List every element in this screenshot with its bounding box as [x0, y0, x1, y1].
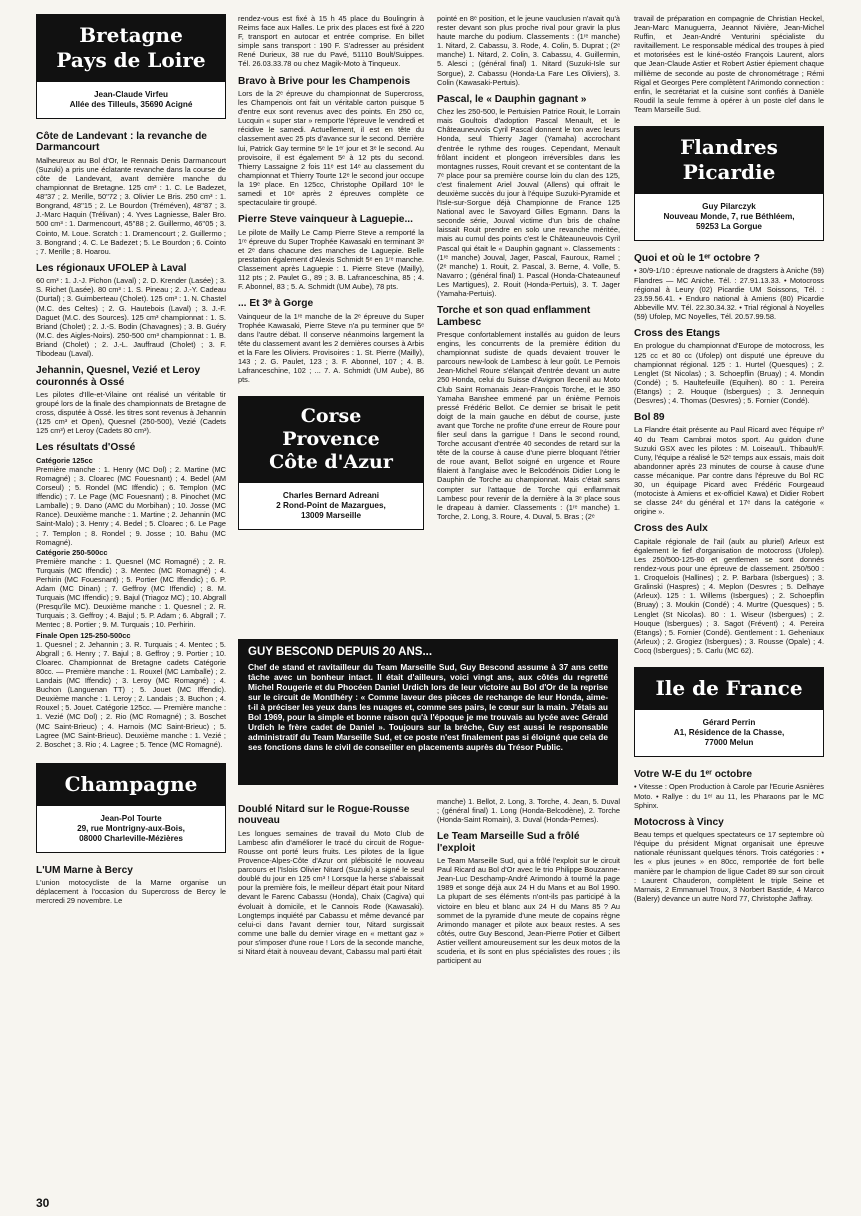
region-address	[37, 82, 225, 118]
section-subtitle: Catégorie 250-500cc	[36, 547, 108, 557]
article-title: Torche et son quad enflamment Lambesc	[437, 305, 591, 328]
article-body: En prologue du championnat d'Europe de motocross, les 125 cc et 80 cc (Ufolep) ont disputé une épreuve du championnat régional. 125 : 1. Hurtel (Quesques) ; 2. Lenglet (St Nicolas) ; 3. Schoepflin (Bruay) ; 4. Mondin (Condé) ; 5. Haultefeuille (Equihen). 80 : 1. Pereira (Etangs) ; 2. Houque (Isbergues) ; 3. Jennequin (Desvres) ; 4. Thomas (Desvres) ; 5. Fornier (Condé).	[634, 341, 824, 405]
region-box-corse	[238, 396, 424, 530]
region-title: Champagne	[37, 764, 225, 806]
correspondent-address: 77000 Melun	[704, 738, 754, 748]
article-body: Lors de la 2ᵉ épreuve du championnat de Supercross, les Champenois ont fait un véritable carton puisque 5 d'entre eux sont revenus avec des points. En 250 cc, Lucquin « super star » remporte l'épreuve le vendredi et récidive le samedi. Actuellement, il est en tête du classement avec 25 pts d'avance sur le second. Derrière lui, Patrick Gay termine 5ᵉ le 1ᵉʳ jour et 3ᵉ le second. Au provisoire, il est également 5ᵉ à 12 pts du second. Thierry Lassaigne 2 fois 11ᵉ est 14ᵉ au classement du championnat et Thierry Tourte 12ᵉ le second jour occupe la 19ᵉ place. En 125cc, Christophe Opillard 10ᵉ le samedi et 10ᵉ après 2 épreuves complète ce spectaculaire tir groupé.	[238, 88, 424, 208]
region-title	[37, 15, 225, 82]
banner-body: Chef de stand et ravitailleur du Team Marseille Sud, Guy Bescond assume à 37 ans cette tâche avec un bonheur intact. Il était d'ailleurs, voici vingt ans, aux côtés du regretté Michel Rougerie et du Phocéen Daniel Urdich lors de leur victoire au Bol d'Or de la reprise sur le circuit de Montlhéry : « Comme laveur des pièces de rechange de leur Honda, aime-t-il à préciser les yeux dans les nuages et, comme ses pairs, le cœur sur la main. J'étais au Bol 1969, pour la simple et bonne raison qu'à l'époque je me trouvais au lycée avec Gérald Urdich le frère cadet de Daniel ». Toujours sur la brèche, Guy est aussi le responsable administratif du Team Marseille Sud, et ce poste n'est finalement pas si éloigné que cela de ses fonctions dans le civil de conseiller en placements auprès du Trésor Public.	[248, 662, 608, 752]
region-box-bretagne	[36, 14, 226, 119]
banner-title: GUY BESCOND DEPUIS 20 ANS...	[248, 646, 433, 658]
column-2	[238, 14, 424, 634]
correspondent-address: 59253 La Gorgue	[696, 222, 762, 232]
region-title-line: Côte d'Azur	[269, 451, 393, 474]
section-subtitle: Finale Open 125-250-500cc	[36, 630, 131, 640]
article-title: Jehannin, Quesnel, Vezié et Leroy couronnés à Ossé	[36, 365, 201, 388]
article-body: rendez-vous est fixé à 15 h 45 place du Boulingrin à Reims face aux Halles. Le prix des places est fixé à 220 F, transport en autocar et entrée comprise. En billet simple sans transport : 190 F. S'adresser au président René Durieux, 38 rue du Pavé, 51110 Boult/Suippes. Tél. 26.03.33.78 ou chez Magik-Moto à Tinqueux.	[238, 14, 424, 69]
article-title: Votre W-E du 1ᵉʳ octobre	[634, 769, 753, 781]
correspondent-address: 29, rue Montrigny-aux-Bois,	[77, 823, 185, 833]
section-subtitle: Catégorie 125cc	[36, 455, 93, 465]
correspondent-address: 13009 Marseille	[300, 511, 362, 521]
article-title: L'UM Marne à Bercy	[36, 864, 133, 876]
article-title: Cross des Etangs	[634, 328, 721, 339]
article-title: Bol 89	[634, 412, 665, 424]
article-title: Bravo à Brive pour les Champenois	[238, 75, 411, 87]
region-title	[635, 127, 823, 194]
region-title-line: Provence	[282, 428, 380, 451]
article-title: Pascal, le « Dauphin gagnant »	[437, 93, 587, 105]
article-title: Les régionaux UFOLEP à Laval	[36, 262, 187, 274]
correspondent-address: 08000 Charleville-Mézières	[79, 833, 183, 843]
region-box-champagne	[36, 763, 226, 853]
correspondent-name: Guy Pilarczyk	[702, 202, 756, 212]
article-body: Presque confortablement installés au guidon de leurs engins, les concurrents de la première édition du championnat sudiste de quads devaient trouver le parcours new-look de Lambesc à leur goût. Le Pernois Jean-Michel Roure s'élançait d'entrée devant un autre 250 Honda, celui du Suisse d'Avignon Ilecenil au Moto Club Saint Romanais Jean-François Torche, et le 350 Yamaha Banshee emmené par un énième Pernois pressé Frédéric Bellot. Ce dernier se brisait le petit doigt de la main gauche en début de course, juste avant que Torche ne profite d'une erreur de Roure pour filer seul dans la garrigue ! Dans le second round, Torche accusant d'entrée 40 secondes de retard sur la tête de la course à cause d'une pierre bloquant l'étrier de roue avant, Bellot soigné en urgence et Roure filaient à l'anglaise avec le Belcodénois Didier Long le Dauphin de Torche au championnat. Mais c'était sans compter sur l'attaque de Torche qui enflammait Lambesc pour revenir de la dernière à la 3ᵉ place sous le drapeau à damier. Classements : (1ʳᵉ manche) 1. Torche, 2. Long, 3. Roure, 4. Duval, 5. Bras ; (2ᵉ	[437, 329, 620, 521]
article-body: L'union motocycliste de la Marne organise un déplacement à l'occasion du Supercross de Bercy le mercredi 29 novembre. Le	[36, 878, 226, 906]
article-body: 1. Quesnel ; 2. Jehannin ; 3. R. Turquais ; 4. Mentec ; 5. Abgrall ; 6. Henry ; 7. Bajul ; 8. Geffroy ; 9. Portier ; 10. Cloarec. Championnat de Bretagne cadets Catégorie 80cc. — Première manche : 1. Rouxel (MC Lamballe) ; 2. Landais (MC Iffendic) ; 3. Leroy (MC Romagné) ; 4. Buchon (Languenan TT) ; 5. Jouet (MC Iffendic). Deuxième manche : 1. Leroy ; 2. Landais ; 3. Buchon ; 4. Rouxel ; 5. Jouet. Catégorie 125cc. — Première manche : 1. Vezié (MC Dol) ; 2. Rio (MC Romagné) ; 3. Boschet (MC Saint-Brieuc) ; 4. Harnois (MC Saint-Brieuc) ; 5. Lagree (MC Saint-Brieuc). Deuxième manche : 1. Vezié ; 2. Boschet ; 3. Rio ; 4. Lagree ; 5. Tence (MC Romagné).	[36, 639, 226, 749]
region-title-line: Bretagne	[79, 23, 183, 47]
article-body: • 30/9-1/10 : épreuve nationale de dragsters à Aniche (59) Flandres — MC Aniche. Tél. : 27.91.13.33. • Motocross régional à Leury (02) Picardie UM Soissons, Tél. : 23.59.56.41. • Enduro national à Amiens (80) Picardie Abbeville MV. Tél. 22.30.34.32. • Trial régional à Noyelles (59) Ufolep, MC Noyelles, Tél. 20.57.99.58.	[634, 266, 824, 321]
article-body: Malheureux au Bol d'Or, le Rennais Denis Darmancourt (Suzuki) a pris une éclatante revanche dans la course de côte de Landevant, avant dernière manche du championnat de Bretagne. 125 cm³ : 1. C. Le Badezet, 48''37 ; 2. Merille, 50''72 ; 3. Olivier Le Bris. 250 cm³ : 1. Bongrand, 48''15 ; 2. Le Bourdon (Tréméven), 48''87 ; 3. J.-Marc Haquin (Trélivan) ; 4. Yves Lagniesse, Baler Bro. 500 cm³ : 1. Darmencourt, 45''88 ; 2. Guillermo, 46''05 ; 3. Cointo, M. Loue. Scratch : 1. Dramencourt ; 2. Guillermo ; 3. Bongrand ; 4. C. Le Badezet ; 5. Le Bourdon ; 6. Cointo ; 7. Merille ; 8. Hoarou.	[36, 155, 226, 256]
correspondent-name: Charles Bernard Adreani	[282, 491, 380, 501]
correspondent-address: 2 Rond-Point de Mazargues,	[276, 501, 386, 511]
region-box-flandres	[634, 126, 824, 241]
region-box-ile-de-france	[634, 667, 824, 757]
correspondent-name: Gérard Perrin	[702, 718, 756, 728]
article-body: manche) 1. Bellot, 2. Long, 3. Torche, 4. Jean, 5. Duval ; (général final) 1. Long (Honda-Belcodène), 2. Torche (Honda-Saint Romain), 3. Duval (Honda-Pernes).	[437, 797, 620, 825]
region-address	[635, 194, 823, 240]
article-body: Capitale régionale de l'ail (aulx au pluriel) Arleux est également le fief d'organisation de motocross (Ufolep). Les 250/500-125-80 et gentlemen se sont donnés rendez-vous pour une épreuve de classement. 250/500 : 1. Croquelois (Hallines) ; 2. P. Barbara (Isbergues) ; 3. Gralinski (Haspres) ; 4. Meplon (Desvres ; 5. Delhaye (Arleux). 125 : 1. Willems (Isbergues) ; 2. Schoepflin (Bruay) ; 3. Moukin (Condé) ; 4. Murtre (Quesques) ; 5. Lenglet (St Nicolas). 80 : 1. Wiseur (Isbergues) ; 2. Houque (Isbergues) ; 3. Sagot (Frévent) ; 4. Pereira (Etangs) ; 5. Fornier (Condé). Gentlement : 1. Geheniaux (Arleux) ; 2. Grogiez (Isbergues) ; 3. Rousse (Opale) ; 4. Cocq (Isbergues) ; 5. Carlu (MC 62).	[634, 536, 824, 655]
article-title: Cross des Aulx	[634, 523, 708, 535]
article-body: Chez les 250-500, le Pertuisien Patrice Rouit, le Lorrain mais Goultois d'adoption Pascal Menault, et le Châteauneuvois Cyril Pascal donnent le ton avec leurs Honda, seul Thierry Jager (Yamaha) accrochant d'entrée le rythme des rouges. Cependant, Menault frôlant incident et plongeon irréversibles dans les montagnes russes, Rouit crevant et se contentant de la 7ᵉ place pour sa première course loin du clan des 125, c'est finalement Ariel Jouval (Allens) qui offrait le deuxième succès du jour à l'équipe Suzuki-Pyramide et l'Isle-sur-Sorgue déjà Championne de France 125 National avec le Savoyard Gilles Egmann. Dans la seconde série, Jouval victime d'un bris de chaîne laissait Rouit prendre en solo une revanche méritée, mais au cumul des points c'est le Châteauneuvois Cyril Pascal qui était le « Dauphin gagnant ». Classements : (1ʳᵉ manche) Jouval, Jager, Pascal, Fauroux, Ramel ; (2ᵉ manche) 1. Rouit, 2. Pascal, 3. Berne, 4. Volle, 5. Navarro ; (général final) 1. Pascal (Honda-Chateauneuf Les Martigues), 2. Rouit (Honda-Pertuis), 3. T. Jager (Yamaha-Pertuis).	[437, 107, 620, 299]
article-body: La Flandre était présente au Paul Ricard avec l'équipe nº 40 du Team Cambrai motos sport. Au guidon d'une Suzuki GSX avec les pilotes : M. Loiseau/L. Thibault/F. Cuny, l'équipe a réalisé le 52ᵉ temps aux essais, mais doit abandonner après 23 minutes de course à cause d'une casse mécanique. Par contre dans l'épreuve du Bol RC 30, un équipage Picard avec Frédéric Fourgeaud (motociste à Amiens et ex-officiel Kawa) et Didier Robert se classe 24ᵉ du général et 17ᵉ dans la catégorie « origine ».	[634, 425, 824, 517]
article-title: Doublé Nitard sur le Rogue-Rousse nouveau	[238, 804, 410, 827]
article-title: Les résultats d'Ossé	[36, 442, 136, 454]
article-body: Les pilotes d'Ille-et-Vilaine ont réalisé un véritable tir groupé lors de la finale des championnats de Bretagne de cross, disputée à Ossé. les titres sont revenus à Jehannin (125 cm³ et Open), Quesnel (250-500), Vezié (Cadets 125 cm³) et Leroy (Cadets 80 cm³).	[36, 389, 226, 436]
article-body: Vainqueur de la 1ʳᵉ manche de la 2ᵉ épreuve du Super Trophée Kawasaki, Pierre Steve n'a pu terminer que 5ᵉ dans l'autre débat. Il conserve néanmoins largement la tête du classement avant les 2 dernières courses à Arbis et la Fare les Oliviers. Provisoires : 1. St. Pierre (Mailly), 143 ; 2. G. Paulet, 123 ; 3. F. Abonnel, 107 ; 4. B. Lafranceschine, 102 ; ... 7. A. Schmidt (UM Aube), 86 pts.	[238, 311, 424, 385]
correspondent-address: Allée des Tilleuls, 35690 Acigné	[69, 100, 193, 109]
region-title	[239, 397, 423, 483]
article-body: • Vitesse : Open Production à Carole par l'Ecurie Asnières Moto. • Rallye : du 1ᵉʳ au 11, les Pharaons par le MC Sphinx.	[634, 782, 824, 810]
article-body: Première manche : 1. Henry (MC Dol) ; 2. Martine (MC Romagné) ; 3. Cloarec (MC Fouesnant) ; 4. Bedel (AM Corseul) ; 5. Rondel (MC Iffendic) ; 6. Templon (MC Iffendic) ; 7. Le Page (MC Fouesnant) ; 8. Pinochet (MC Lamballe) ; 9. Dano (AMC du Morbihan) ; 10. Josse (MC Rance). Deuxième manche : 1. Martine ; 2. Jehannin (MC Saint-Malo) ; 3. Henry ; 4. Bedel ; 5. Cloarec ; 6. Le Page ; 7. Templon ; 8. Rondel ; 9. Josse ; 10. Bahu (MC Romagné).	[36, 464, 226, 547]
column-3-bottom	[437, 797, 620, 1197]
article-body: Les longues semaines de travail du Moto Club de Lambesc afin d'améliorer le tracé du circuit de Rogue-Rousse ont porté leurs fruits. Les pilotes de la ligue Provence-Alpes-Côte d'Azur ont plébiscité le nouveau parcours et l'Islois Olivier Nitard (Suzuki) a signé le seul doublé du jour en 125 cm³ ! Lorsque la herse s'abaissait pour la première fois, le meilleur départ était pour Nitard devant le Farenc Cabassu (Honda), Chaix (Cagiva) qui évoluait à domicile, et le Cannois Rode (Kawasaki). Longtemps inquiété par Cabassu et même devancé par celui-ci dans l'avant dernier tour, Nitard surgissait comme une balle du dernier virage en « mettant gaz » pour s'imposer d'une roue ! Lors de la seconde manche, si Nitard était à nouveau devant, Cabassu mal parti était	[238, 828, 424, 957]
article-title: ... Et 3ᵉ à Gorge	[238, 298, 314, 310]
correspondent-name: Jean-Claude Virfeu	[93, 90, 168, 99]
column-1	[36, 14, 226, 906]
correspondent-address: Nouveau Monde, 7, rue Béthléem,	[663, 212, 795, 222]
correspondent-address: A1, Résidence de la Chasse,	[673, 728, 785, 738]
region-address	[635, 710, 823, 756]
article-body: Première manche : 1. Quesnel (MC Romagné) ; 2. R. Turquais (MC Iffendic) ; 3. Mentec (MC Romagné) ; 4. Perhirin (MC Fouesnant) ; 5. Portier (MC Iffendic) ; 6. P. Adam (MC Dinan) ; 7. Geffroy (MC Iffendic) ; 8. M. Turquais (MC Iffendic) ; 9. Bajul (Triagoz MC) ; 10. Abgrall (Presqu'île MC). Deuxième manche : 1. Quesnel ; 2. R. Turquais ; 3. Geffroy ; 4. Bajul ; 5. P. Adam ; 6. Abgrall ; 7. Mentec ; 8. Portier ; 9. M. Turquais ; 10. Perhirin.	[36, 556, 226, 630]
article-title: Motocross à Vincy	[634, 816, 724, 828]
article-body: Le Team Marseille Sud, qui a frôlé l'exploit sur le circuit Paul Ricard au Bol d'Or avec le trio Philippe Bouzanne-Jean-Luc Deschamp-André Arimondo à tourné la page 1989 et songe déjà aux 24 H du Mans et au Bol 1990. La plupart de ses éléments n'ont-ils pas participé à la victoire en bleu et blanc aux 24 H du Mans 85 ? Au sommet de la pyramide d'une meute de copains règne Arimondo manager et pilote aux beaux restes. A ses côtés, outre Guy Bescond, Jean-Pierre Potier et Gilbert Astier veillent amoureusement sur les deux motos de la scuderia, et ils sont en plus spécialistes des roues ; ils participent au	[437, 856, 620, 966]
column-2-bottom	[238, 797, 424, 1197]
region-title: Ile de France	[635, 668, 823, 710]
region-address	[239, 483, 423, 529]
article-title: Le Team Marseille Sud a frôlé l'exploit	[437, 831, 580, 854]
article-body: 60 cm³ : 1. J.-J. Pichon (Laval) ; 2. D. Krender (Lasée) ; 3. S. Richet (Lasée). 80 cm³ : 1. S. Pineau ; 2. J.-Y. Cadeau (Durtal) ; 3. Guimberteau (Cholet). 125 cm³ : 1. N. Chastel (M.C. des Celtes) ; 2. G. Hautebois (Laval) ; 3. J.-F. Daguet (M.C. des Sources). 125 cm³ championnat : 1. S. Briand (Cholet) ; 2. J.-S. Bodin (Chavagnes) ; 3. B. Guéry (M.C. des Aigles-Noirs). 250-500 cm³ championnat : 1. B. Briand (Cholet) ; 2. J.-L. Jauffraud (Cholet) ; 3. F. Tibodeau (Laval).	[36, 276, 226, 358]
column-4	[634, 14, 824, 1204]
correspondent-name: Jean-Pol Tourte	[100, 813, 162, 823]
article-body: travail de préparation en compagnie de Christian Heckel, Jean-Marc Manuguerra, Jeannot Nivière, Jean-Michel Ruffin, et Jean-André Venturini spécialiste du ravitaillement. Le responsable médical des troupes à pied et motorisées est le kiné-ostéo François Laurent, alors que Jean-Claude Astier et Robert Astier épiement chaque millième de seconde au poste de chronométrage ; Rémi Rigal et Georges Pere complètent l'Arimondo connection : enfin, le secrétariat et la cuisine sont confiés à Danièle Roudil la seule femme à opérer à un poste clef dans le Team Marseille Sud.	[634, 14, 824, 114]
article-title: Quoi et où le 1ᵉʳ octobre ?	[634, 253, 760, 265]
article-title: Pierre Steve vainqueur à Laguepie...	[238, 214, 413, 226]
article-body: Beau temps et quelques spectateurs ce 17 septembre où l'équipe du président Mignat organisait une épreuve nationale réunissant quelques ténors. Trois catégories : • les « plus jeunes » en 80cc, remportée de fort belle manière par le champion de ligue Cadet 89 sur son circuit : Laurent Chauderon, complètent le triple Seine et Marnais, 2 Emmanuel Troux, 3 Norbert Bastide, 4 Marco (Balery) devance un autre Nord 77, Christophe Jaffray.	[634, 830, 824, 903]
region-title-line: Pays de Loire	[56, 48, 206, 72]
region-title-line: Corse	[300, 405, 362, 428]
page-number: 30	[36, 1196, 50, 1210]
article-body: pointé en 8ᵉ position, et le jeune vauclusien n'avait qu'à rester devant son plus proche rival pour gravir la plus haute marche du podium. Classements : (1ʳᵉ manche) 1. Nitard, 2. Cabassu, 3. Rode, 4. Colin, 5. Duprat ; (2ᵉ manche) 1. Nitard, 2. Colin, 3. Cabassu, 4. Guillermin, 5. Alesci ; (général final) 1. Nitard (Suzuki-Isle sur Sorgue), 2. Cabassu (Honda-La Fare Les Oliviers), 3. Colin (Kawasaki-Pertuis).	[437, 14, 620, 87]
article-title: Côte de Landevant : la revanche de Darmancourt	[36, 131, 207, 154]
region-title-line: Flandres	[680, 135, 778, 160]
region-title-line: Picardie	[682, 160, 776, 185]
article-body: Le pilote de Mailly Le Camp Pierre Steve a remporté la 1ʳᵉ épreuve du Super Trophée Kawasaki en terminant 3ᵉ et 2ᵉ dans chacune des manches de Laguepie. Belle prestation également d'Alexis Schmidt 5ᵉ en 1ʳᵉ manche. Classement après Laguepie : 1. Pierre Steve (Mailly), 112 pts ; 2. Paulet G., 89 ; 3. B. Lafranceschina, 85 ; 4. F. Abonnel, 83 ; 5. A. Schmidt (UM Aube), 78 pts.	[238, 227, 424, 292]
region-address	[37, 806, 225, 852]
feature-banner	[238, 639, 618, 785]
column-3	[437, 14, 620, 634]
